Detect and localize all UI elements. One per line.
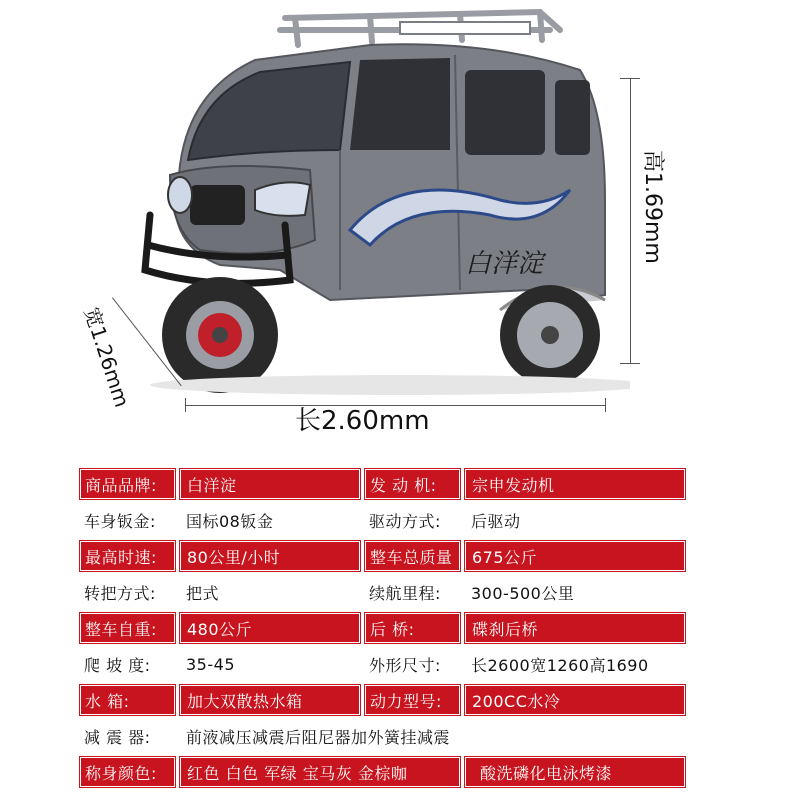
spec-row <box>80 574 685 610</box>
spec-row <box>80 538 685 574</box>
spec-label: 驱动方式: <box>365 505 460 535</box>
length-guide-cap-left <box>185 398 186 412</box>
brand-decal-text: 白洋淀 <box>465 249 544 279</box>
spec-value: 碟刹后桥 <box>465 613 685 643</box>
spec-value: 红色 白色 军绿 宝马灰 金棕咖 <box>180 757 460 787</box>
spec-value: 前液减压减震后阻尼器加外簧挂减震 <box>180 721 685 751</box>
spec-label: 转把方式: <box>80 577 175 607</box>
windshield <box>188 62 350 160</box>
spec-value: 480公斤 <box>180 613 360 643</box>
spec-value: 白洋淀 <box>180 469 360 499</box>
spec-row <box>80 682 685 718</box>
front-grille <box>190 185 245 225</box>
rear-wheel <box>500 285 605 385</box>
spec-value: 后驱动 <box>465 505 685 535</box>
spec-row <box>80 502 685 538</box>
spec-value: 宗申发动机 <box>465 469 685 499</box>
spec-label: 动力型号: <box>365 685 460 715</box>
spec-value: 国标08钣金 <box>180 505 360 535</box>
headlight-right <box>255 182 310 215</box>
spec-value: 675公斤 <box>465 541 685 571</box>
rear-quarter-window <box>555 80 590 155</box>
height-dimension: 高1.69mm <box>640 150 665 264</box>
spec-value: 200CC水冷 <box>465 685 685 715</box>
rear-window <box>465 70 545 155</box>
spec-label: 减 震 器: <box>80 721 175 751</box>
length-dimension: 长2.60mm <box>295 406 430 436</box>
spec-label: 整车自重: <box>80 613 175 643</box>
spec-label: 后 桥: <box>365 613 460 643</box>
spec-label: 最高时速: <box>80 541 175 571</box>
headlight-left <box>168 177 192 213</box>
spec-label: 发 动 机: <box>365 469 460 499</box>
spec-row <box>80 466 685 502</box>
spec-row-suspension <box>80 718 685 754</box>
spec-label: 商品品牌: <box>80 469 175 499</box>
spec-label: 爬 坡 度: <box>80 649 175 679</box>
spec-value: 把式 <box>180 577 360 607</box>
spec-row <box>80 646 685 682</box>
spec-label: 车身钣金: <box>80 505 175 535</box>
height-guide-cap-bottom <box>620 363 640 364</box>
height-guide-cap-top <box>620 78 640 79</box>
spec-label: 续航里程: <box>365 577 460 607</box>
vehicle-image <box>70 0 630 400</box>
length-guide-cap-right <box>605 398 606 412</box>
spec-value-paint: 酸洗磷化电泳烤漆 <box>465 757 685 787</box>
spec-value: 加大双散热水箱 <box>180 685 360 715</box>
spec-label: 整车总质量 <box>365 541 460 571</box>
spec-value: 长2600宽1260高1690 <box>465 649 685 679</box>
spec-row <box>80 610 685 646</box>
width-dimension: 宽1.26mm <box>79 304 135 411</box>
spec-value: 35-45 <box>180 649 360 679</box>
spec-value: 300-500公里 <box>465 577 685 607</box>
spec-label: 称身颜色: <box>80 757 175 787</box>
front-wheel <box>162 277 278 393</box>
spec-table <box>80 466 685 790</box>
spec-label: 外形尺寸: <box>365 649 460 679</box>
spec-label: 水 箱: <box>80 685 175 715</box>
height-guide-line <box>630 78 631 363</box>
spec-row-colors <box>80 754 685 790</box>
spec-value: 80公里/小时 <box>180 541 360 571</box>
front-door-window <box>350 58 450 150</box>
